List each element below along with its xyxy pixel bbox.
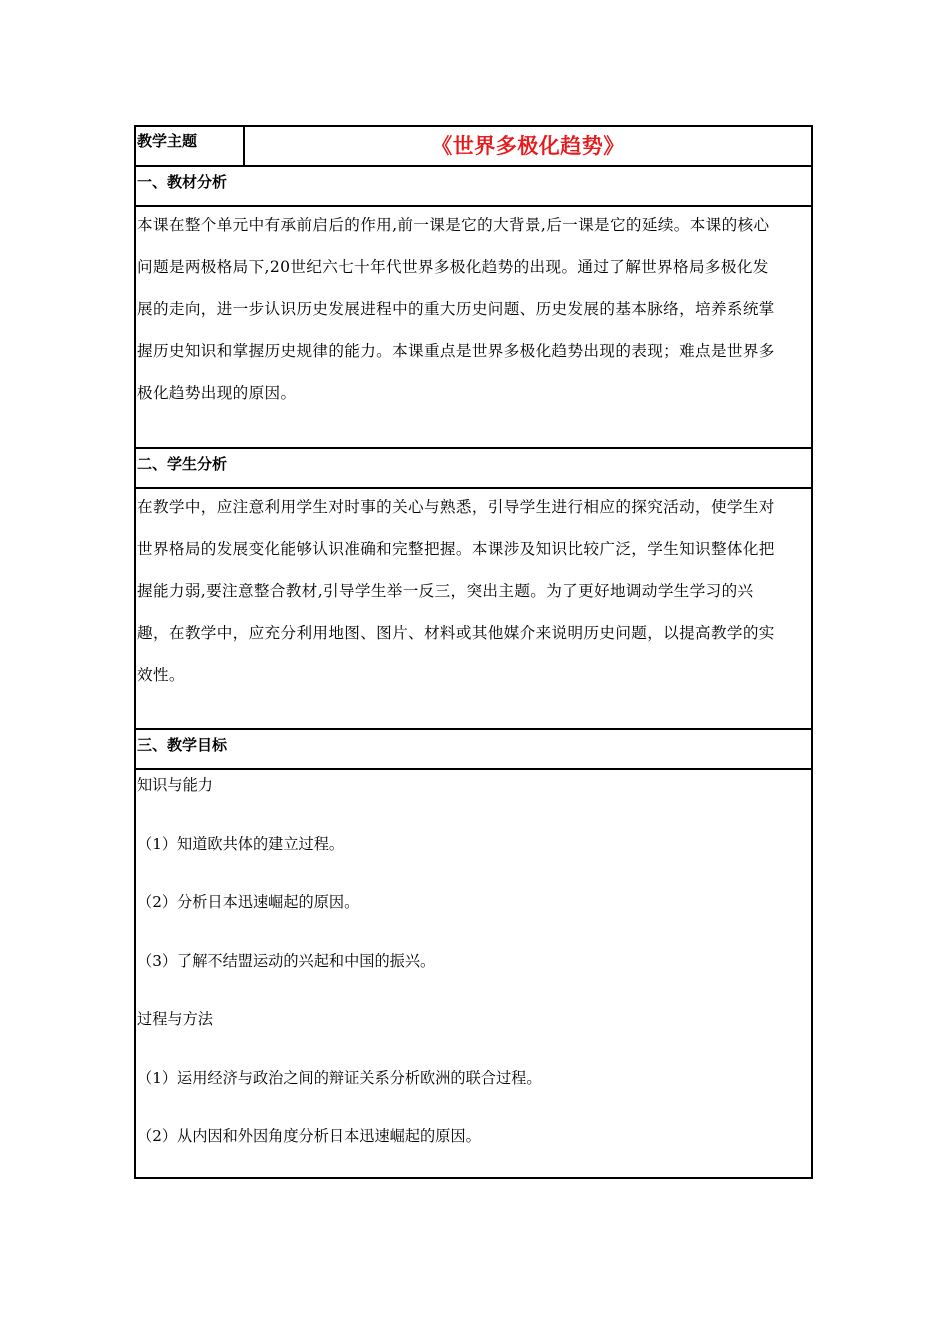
text-line: 趣，在教学中，应充分利用地图、图片、材料或其他媒介来说明历史问题，以提高教学的实 <box>137 624 775 642</box>
text-line: 在教学中，应注意利用学生对时事的关心与熟悉，引导学生进行相应的探究活动，使学生对 <box>137 498 775 516</box>
lesson-title: 《世界多极化趋势》 <box>431 133 625 158</box>
section-heading-students: 二、学生分析 <box>136 447 811 487</box>
goal-item: （2）分析日本迅速崛起的原因。 <box>137 893 360 911</box>
textbook-analysis-text <box>136 204 811 414</box>
teaching-goals-cell <box>136 768 811 1177</box>
text-line: 本课在整个单元中有承前启后的作用,前一课是它的大背景,后一课是它的延续。本课的核心 <box>137 216 770 234</box>
text-line: 握能力弱,要注意整合教材,引导学生举一反三，突出主题。为了更好地调动学生学习的兴 <box>137 582 754 600</box>
goal-item: （2）从内因和外因角度分析日本迅速崛起的原因。 <box>137 1127 481 1145</box>
text-line: 效性。 <box>137 666 185 684</box>
text-line: 世界格局的发展变化能够认识准确和完整把握。本课涉及知识比较广泛，学生知识整体化把 <box>137 540 775 558</box>
student-analysis-text <box>136 486 811 696</box>
section-heading-goals: 三、教学目标 <box>136 728 811 768</box>
goal-item: （1）知道欧共体的建立过程。 <box>137 834 345 853</box>
goal-item: （1）运用经济与政治之间的辩证关系分析欧洲的联合过程。 <box>137 1068 542 1087</box>
student-analysis-cell <box>136 487 811 729</box>
goal-category: 知识与能力 <box>137 776 213 794</box>
text-line: 问题是两极格局下,20世纪六七十年代世界多极化趋势的出现。通过了解世界格局多极化发 <box>137 258 769 276</box>
text-line: 握历史知识和掌握历史规律的能力。本课重点是世界多极化趋势出现的表现；难点是世界多 <box>137 342 775 360</box>
textbook-analysis-cell <box>136 205 811 448</box>
text-line: 展的走向，进一步认识历史发展进程中的重大历史问题、历史发展的基本脉络，培养系统掌 <box>137 300 775 318</box>
text-line: 极化趋势出现的原因。 <box>137 384 297 402</box>
goal-category: 过程与方法 <box>137 1010 213 1028</box>
topic-row <box>136 127 811 165</box>
goal-item: （3）了解不结盟运动的兴起和中国的振兴。 <box>137 951 436 970</box>
topic-label: 教学主题 <box>136 127 245 165</box>
lesson-plan-table <box>134 125 813 1179</box>
section-heading-textbook: 一、教材分析 <box>136 165 811 205</box>
